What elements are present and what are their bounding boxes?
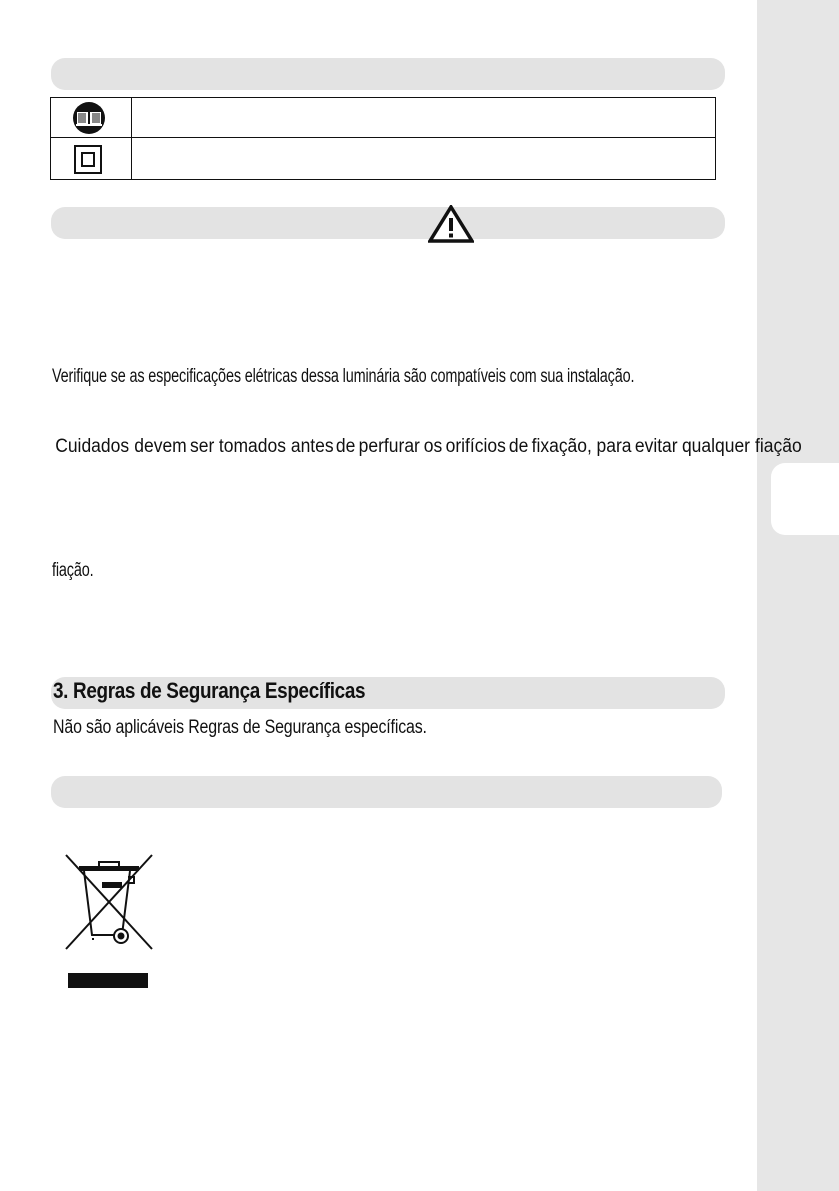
word: ser [190, 436, 215, 457]
section-title-specific-rules: 3. Regras de Segurança Específicas [53, 678, 366, 703]
word: qualquer [682, 436, 751, 457]
symbols-table [50, 97, 716, 180]
word: Cuidados [55, 436, 130, 457]
section-bar-general-safety [51, 207, 725, 239]
word: de [335, 436, 356, 457]
word: tomados [218, 436, 286, 457]
section-bar-disposal [51, 776, 722, 808]
right-sidebar [757, 0, 839, 1191]
chapter-tab [771, 463, 839, 535]
word: perfurar [358, 436, 421, 457]
word: fiação [755, 436, 803, 457]
word: evitar [634, 436, 678, 457]
table-column-divider [131, 98, 132, 179]
paragraph-electrical-specs: Verifique se as especificações elétricas dessa luminária são compatíveis com sua instalação. [52, 366, 635, 387]
word: os [423, 436, 443, 457]
specific-rules-text: Não são aplicáveis Regras de Segurança específicas. [53, 717, 427, 738]
table-row-divider [51, 137, 715, 138]
word: fixação, [532, 436, 593, 457]
class-ii-double-insulation-icon [71, 144, 105, 176]
section-bar-symbols [51, 58, 725, 90]
word: antes [290, 436, 334, 457]
paragraph-wiring-tail: fiação. [52, 560, 94, 581]
instruction-book-icon [71, 101, 107, 135]
word: devem [134, 436, 188, 457]
crossed-out-wheelie-bin-icon [62, 851, 156, 953]
word: orifícios [445, 436, 506, 457]
warning-triangle-icon [428, 205, 474, 243]
weee-date-bar [68, 973, 148, 988]
paragraph-drilling-caution [52, 436, 803, 458]
word: para [596, 436, 632, 457]
word: de [509, 436, 529, 457]
